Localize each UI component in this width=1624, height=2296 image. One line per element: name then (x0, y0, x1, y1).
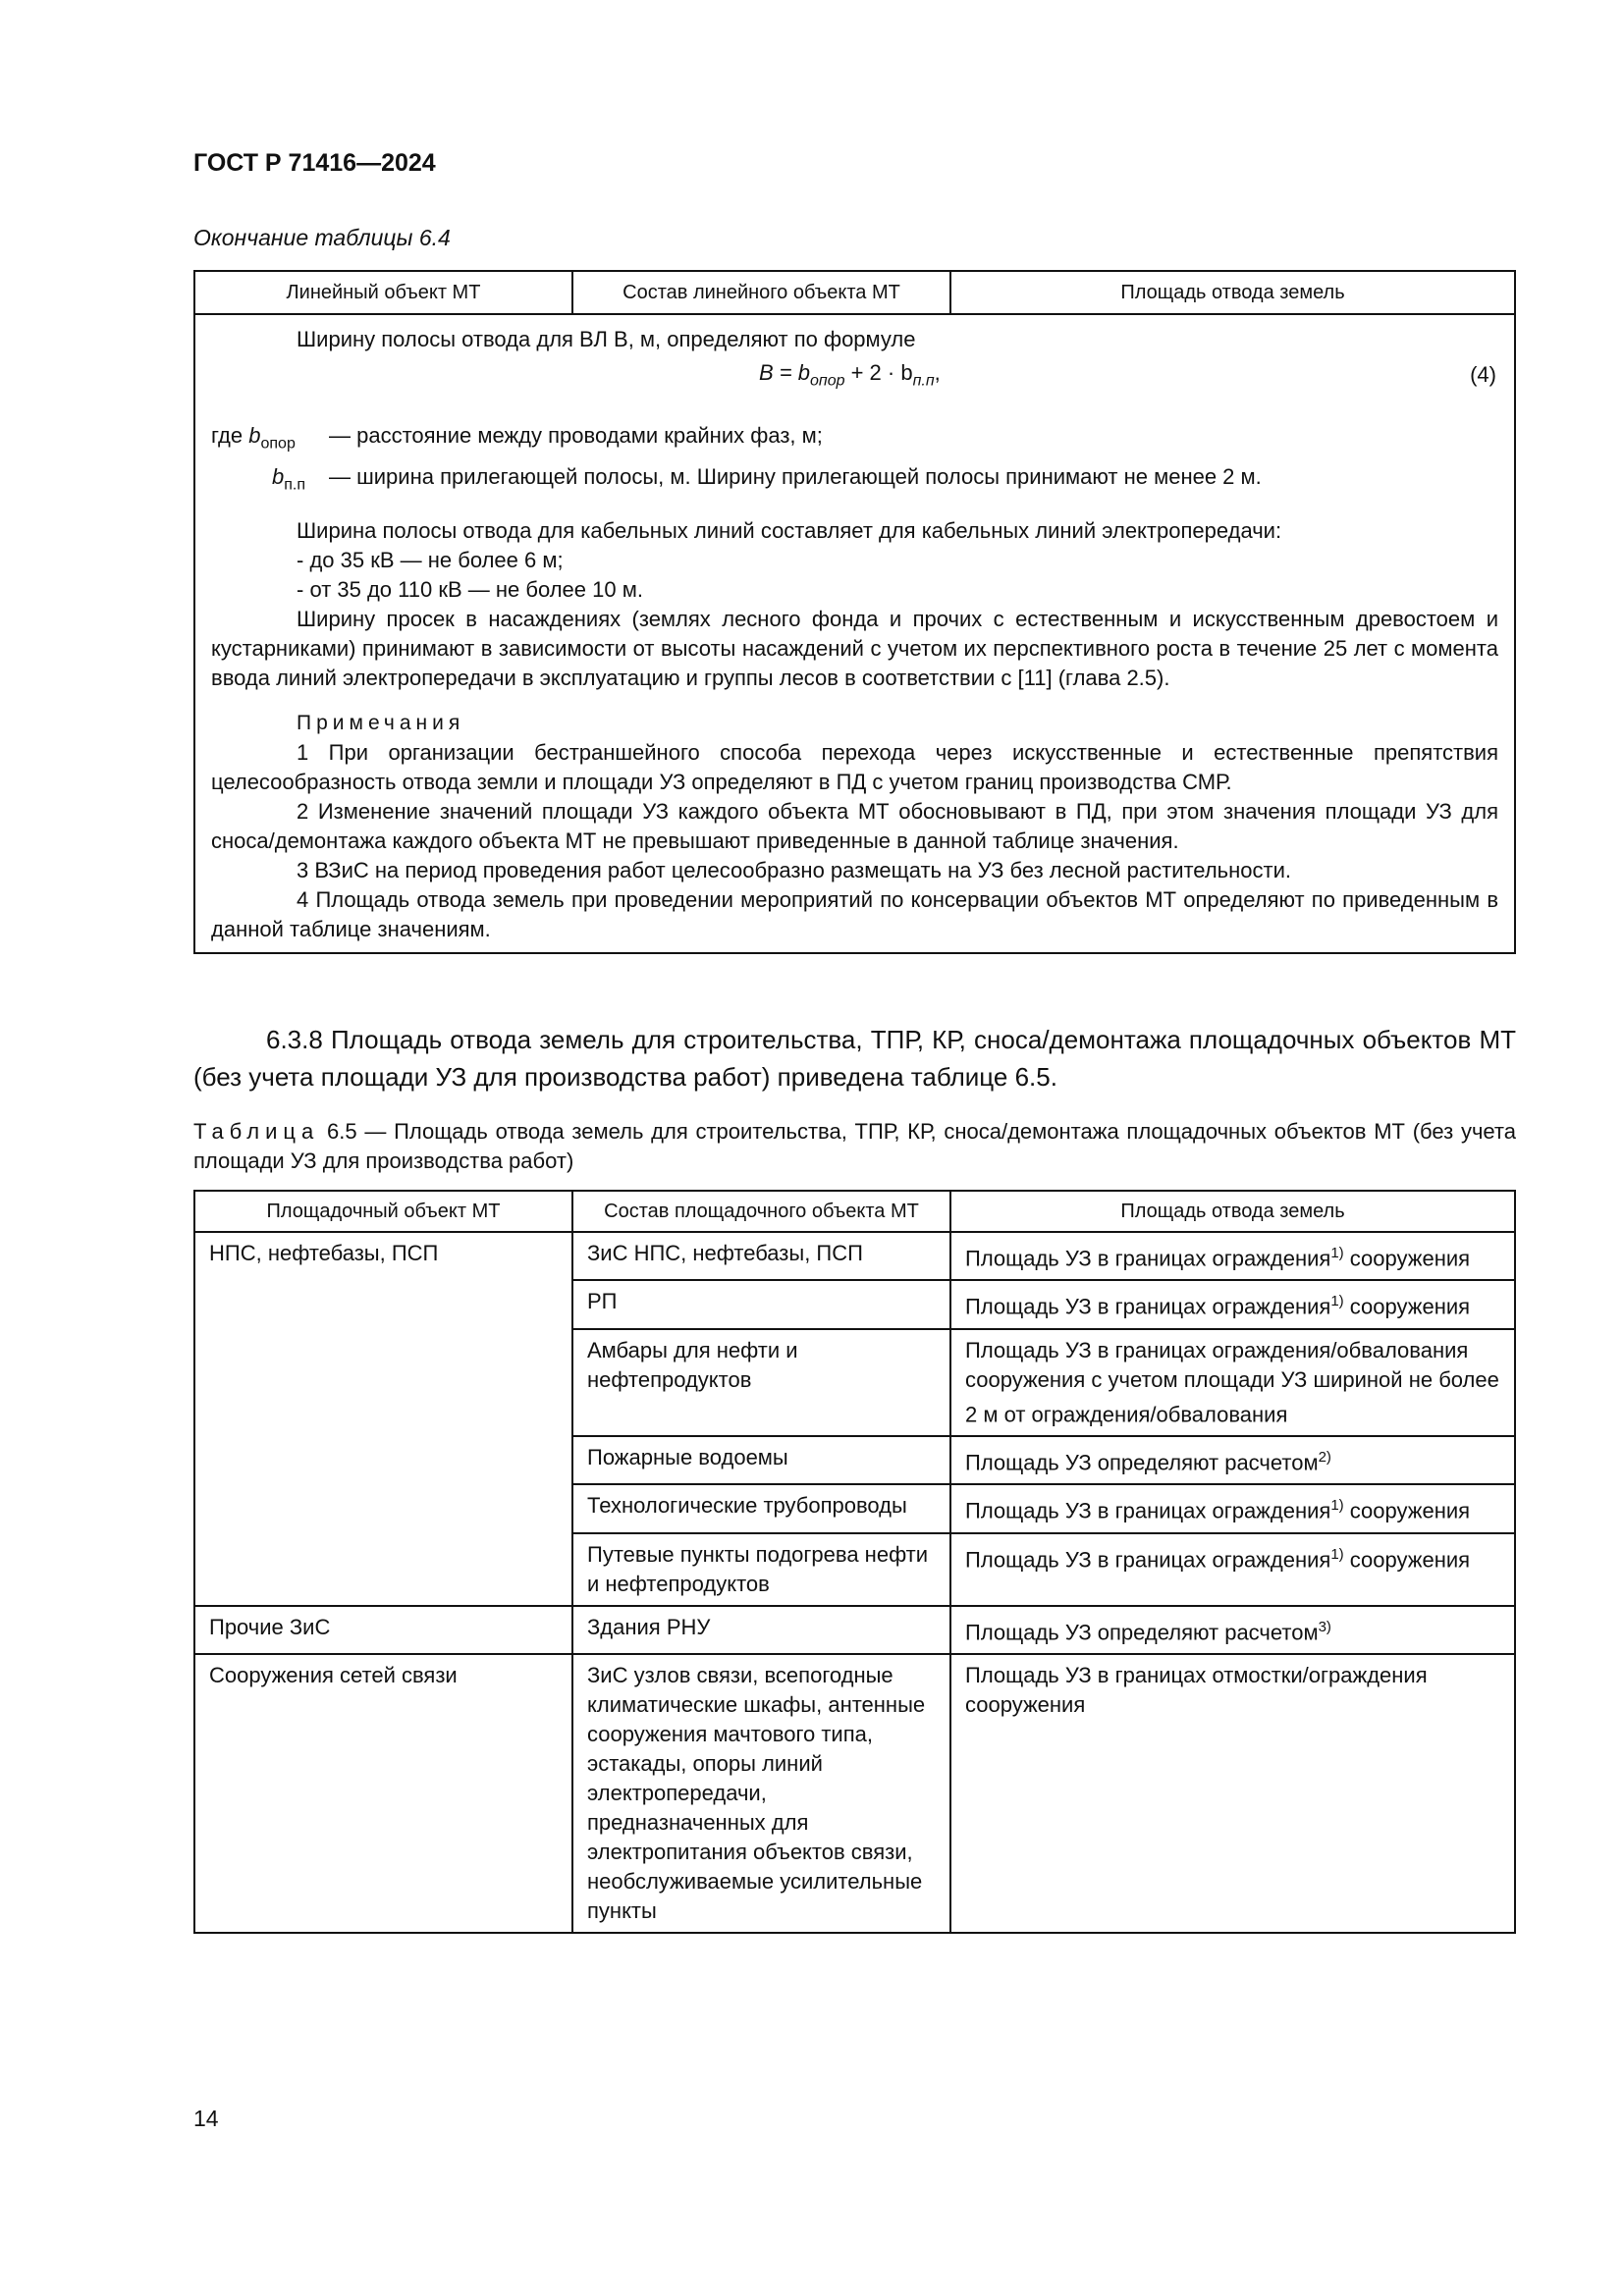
area-cell: Площадь УЗ в границах ограждения$^{1)}$ сооружения (950, 1280, 1515, 1328)
table-6-5-caption: Таблица 6.5 — Площадь отвода земель для строительства, ТПР, КР, сноса/демонтажа площадочных объектов МТ (без учета площади УЗ для производства работ) (193, 1119, 1516, 1173)
table-body-cell (194, 314, 1515, 953)
object-cell: Прочие ЗиС (194, 1606, 572, 1654)
area-cell: Площадь УЗ в границах ограждения$^{1)}$ сооружения (950, 1533, 1515, 1606)
document-code-header: ГОСТ Р 71416—2024 (193, 149, 436, 177)
definition-row: $b_{п.п}$ — ширина прилегающей полосы, м. Ширину прилегающей полосы принимают не менее 2 м. (272, 464, 1262, 494)
composition-cell: РП (572, 1280, 950, 1328)
formula-intro: Ширину полосы отвода для ВЛ B, м, определяют по формуле (297, 327, 916, 351)
definition-row: где $b_{опор}$ — расстояние между проводами крайних фаз, м; (211, 423, 823, 453)
table-row (194, 1232, 1515, 1280)
clearing-paragraph: Ширину просек в насаждениях (землях лесного фонда и прочих с естественным и искусственным древостоем и кустарниками) принимают в зависимости от высоты насаждений с учетом их перспективного роста в течение 25 лет с момента ввода линий электропередачи в эксплуатацию и группы лесов в соответствии с [11] (глава 2.5). (211, 606, 1498, 690)
column-header: Площадь отвода земель (950, 1191, 1515, 1232)
table-row (194, 1606, 1515, 1654)
formula-4 (211, 358, 1498, 405)
column-header: Состав площадочного объекта МТ (572, 1191, 950, 1232)
area-cell: Площадь УЗ определяют расчетом$^{2)}$ (950, 1436, 1515, 1484)
paragraph-6-3-8: 6.3.8 Площадь отвода земель для строительства, ТПР, КР, сноса/демонтажа площадочных объектов МТ (без учета площади УЗ для производства работ) приведена таблице 6.5. (193, 1025, 1516, 1092)
composition-cell: Здания РНУ (572, 1606, 950, 1654)
composition-cell: ЗиС узлов связи, всепогодные климатические шкафы, антенные сооружения мачтового типа, эстакады, опоры линий электропередачи, предназначенных для электропитания объектов связи, необслуживаемые усилительные пункты (572, 1654, 950, 1933)
table-6-4-end (193, 270, 1516, 954)
formula-number: (4) (1470, 362, 1496, 387)
column-header: Площадочный объект МТ (194, 1191, 572, 1232)
table-header-row (194, 271, 1515, 314)
note-item: 4 Площадь отвода земель при проведении мероприятий по консервации объектов МТ определяют по приведенным в данной таблице значениям. (211, 886, 1498, 941)
area-cell: Площадь УЗ в границах ограждения/обвалования сооружения с учетом площади УЗ шириной не более 2 м от ограждения/обвалования (950, 1329, 1515, 1436)
area-cell: Площадь УЗ в границах отмостки/ограждения сооружения (950, 1654, 1515, 1933)
table-row (194, 1654, 1515, 1933)
area-cell: Площадь УЗ в границах ограждения$^{1)}$ сооружения (950, 1232, 1515, 1280)
cable-item: - от 35 до 110 кВ — не более 10 м. (297, 576, 643, 602)
area-cell: Площадь УЗ в границах ограждения$^{1)}$ сооружения (950, 1484, 1515, 1532)
note-item: 1 При организации бестраншейного способа перехода через искусственные и естественные препятствия целесообразность отвода земли и площади УЗ определяют в ПД с учетом границ производства СМР. (211, 739, 1498, 794)
column-header: Состав линейного объекта МТ (572, 271, 950, 314)
composition-cell: ЗиС НПС, нефтебазы, ПСП (572, 1232, 950, 1280)
composition-cell: Амбары для нефти и нефтепродуктов (572, 1329, 950, 1436)
column-header: Линейный объект МТ (194, 271, 572, 314)
notes-title: Примечания (297, 711, 465, 734)
table-continuation-caption: Окончание таблицы 6.4 (193, 225, 451, 250)
column-header: Площадь отвода земель (950, 271, 1515, 314)
area-cell: Площадь УЗ определяют расчетом$^{3)}$ (950, 1606, 1515, 1654)
formula-expression: $B = b_{опор} + 2 \cdot b_{п.п}$, (759, 360, 941, 390)
composition-cell: Пожарные водоемы (572, 1436, 950, 1484)
object-cell: Сооружения сетей связи (194, 1654, 572, 1933)
cable-item: - до 35 кВ — не более 6 м; (297, 547, 564, 572)
formula-definitions (211, 419, 1498, 503)
object-cell: НПС, нефтебазы, ПСП (194, 1232, 572, 1606)
composition-cell: Технологические трубопроводы (572, 1484, 950, 1532)
note-item: 3 ВЗиС на период проведения работ целесообразно размещать на УЗ без лесной растительности. (297, 857, 1291, 882)
table-header-row (194, 1191, 1515, 1232)
page-number: 14 (193, 2106, 219, 2131)
composition-cell: Путевые пункты подогрева нефти и нефтепродуктов (572, 1533, 950, 1606)
table-6-5 (193, 1190, 1516, 1934)
cable-intro: Ширина полосы отвода для кабельных линий составляет для кабельных линий электропередачи: (297, 517, 1282, 543)
note-item: 2 Изменение значений площади УЗ каждого объекта МТ обосновывают в ПД, при этом значения площади УЗ для сноса/демонтажа каждого объекта МТ не превышают приведенные в данной таблице значения. (211, 798, 1498, 853)
